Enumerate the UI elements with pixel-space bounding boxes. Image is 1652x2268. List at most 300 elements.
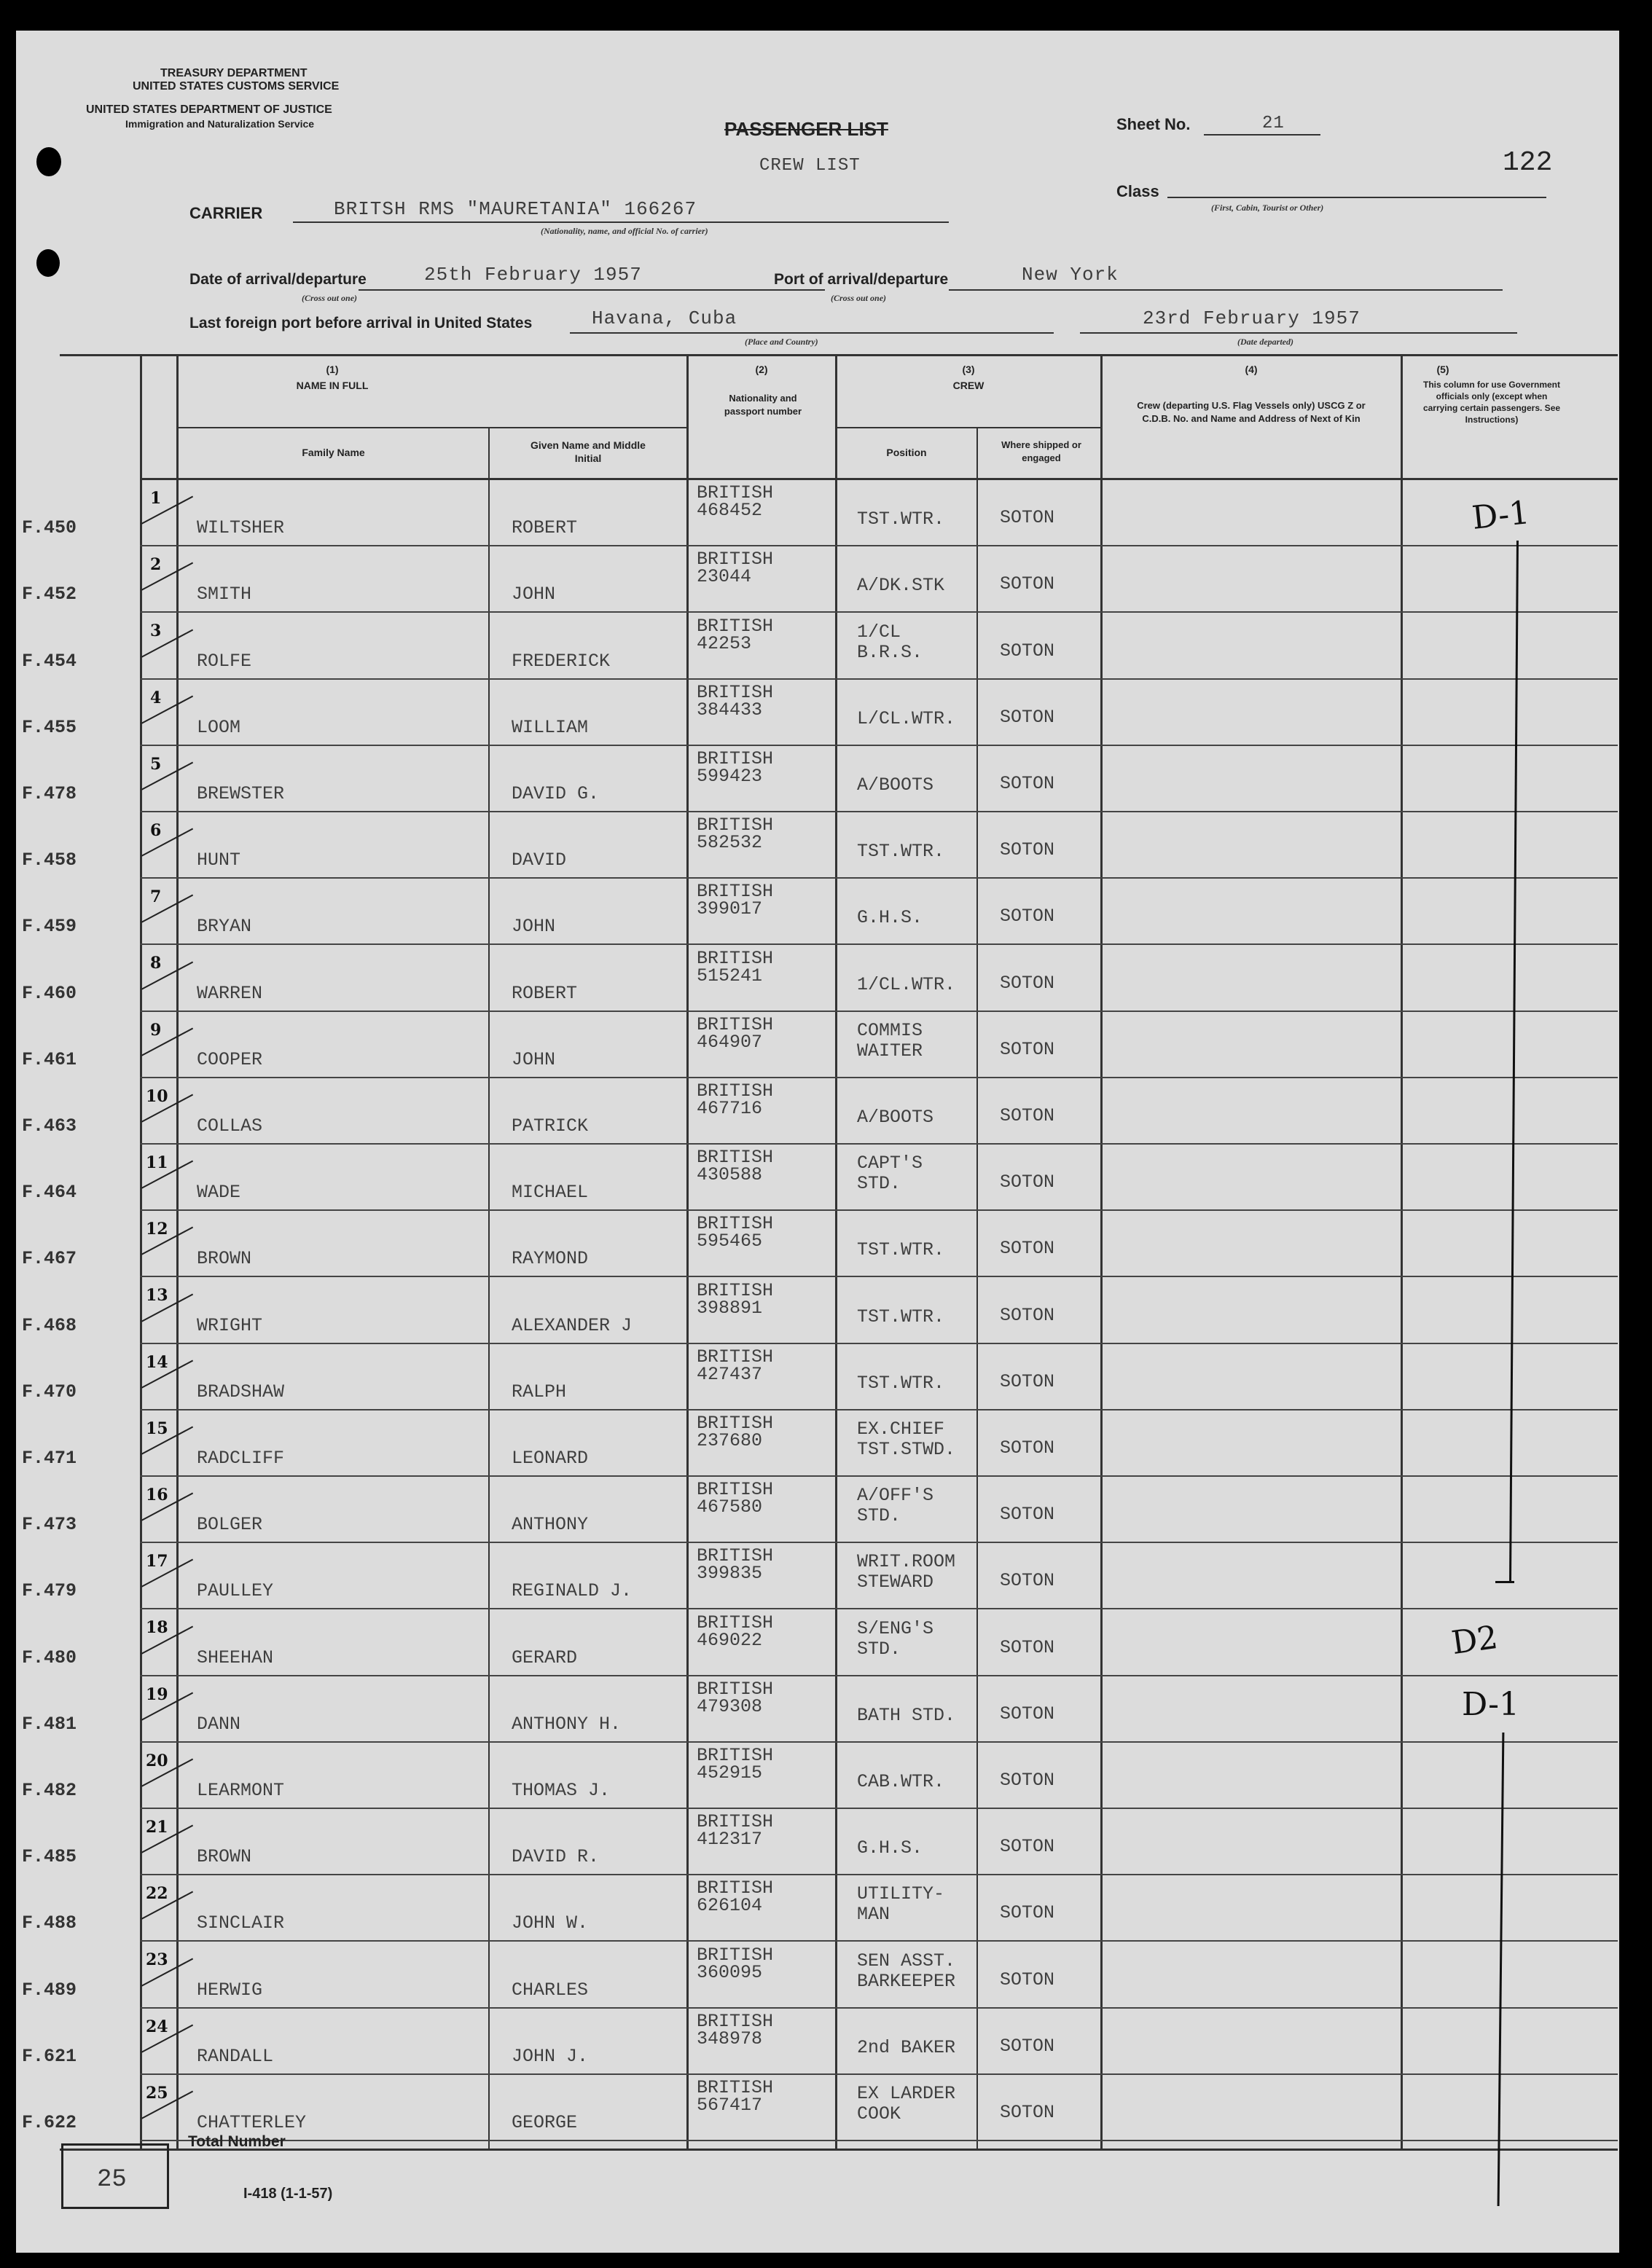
passport-number: 237680 [697, 1429, 763, 1451]
given-name: GEORGE [512, 2111, 578, 2133]
shipped-where: SOTON [1000, 1172, 1055, 1193]
row-file-code: F.464 [22, 1182, 77, 1204]
table-row [22, 1145, 1618, 1211]
agency-customs: UNITED STATES CUSTOMS SERVICE [133, 80, 340, 93]
passport-number: 468452 [697, 500, 763, 522]
row-number: 8 [150, 954, 162, 973]
row-number: 16 [146, 1486, 168, 1504]
row-number: 4 [150, 688, 162, 707]
check-tick [141, 562, 194, 591]
row-file-code: F.480 [22, 1647, 77, 1668]
position-line-2: B.R.S. [857, 641, 923, 663]
last-port-label: Last foreign port before arrival in United States [189, 315, 533, 331]
table-row [22, 2075, 1618, 2141]
family-name: ROLFE [197, 650, 252, 672]
arrival-date-underline [359, 289, 825, 291]
row-file-code: F.467 [22, 1248, 77, 1270]
crew-subheader-line [835, 427, 1100, 428]
shipped-where: SOTON [1000, 1238, 1055, 1260]
row-file-code: F.622 [22, 2111, 77, 2133]
form-title-crossed: PASSENGER LIST [724, 118, 888, 140]
position-line-1: CAB.WTR. [857, 1770, 945, 1792]
punch-hole-top [36, 147, 61, 176]
check-tick [141, 828, 194, 857]
given-name: ROBERT [512, 517, 578, 539]
given-name: ANTHONY H. [512, 1713, 622, 1735]
given-name: FREDERICK [512, 650, 611, 672]
position-line-2: STD. [857, 1505, 901, 1527]
agency-ins: Immigration and Naturalization Service [125, 118, 315, 130]
row-number: 24 [146, 2017, 168, 2036]
nationality: BRITISH [697, 1412, 774, 1434]
port-crossout-caption: (Cross out one) [831, 293, 887, 303]
row-number: 18 [146, 1618, 168, 1638]
row-file-code: F.468 [22, 1314, 77, 1336]
shipped-where: SOTON [1000, 706, 1055, 728]
carrier-value: BRITSH RMS "MAURETANIA" 166267 [334, 198, 697, 220]
sheet-underline [1204, 134, 1320, 136]
family-name: COOPER [197, 1048, 263, 1070]
row-number: 3 [150, 621, 162, 641]
table-row [22, 680, 1618, 746]
last-port-underline [570, 332, 1054, 334]
nationality: BRITISH [697, 681, 774, 703]
family-name: RANDALL [197, 2045, 274, 2067]
position-line-1: EX LARDER [857, 2082, 956, 2104]
nationality: BRITISH [697, 1811, 774, 1833]
passport-number: 360095 [697, 1961, 763, 1983]
col1-given-header: Given Name and Middle Initial [531, 439, 646, 464]
passport-number: 384433 [697, 699, 763, 721]
nationality: BRITISH [697, 1479, 774, 1501]
given-name: PATRICK [512, 1115, 589, 1137]
class-caption: (First, Cabin, Tourist or Other) [1211, 203, 1324, 213]
family-name: BROWN [197, 1248, 252, 1270]
punch-hole-bottom [36, 249, 60, 277]
family-name: COLLAS [197, 1115, 263, 1137]
table-row [22, 1676, 1618, 1743]
check-tick [141, 629, 194, 657]
nationality: BRITISH [697, 1213, 774, 1235]
table-row [22, 1012, 1618, 1078]
name-subheader-line [176, 427, 686, 428]
family-name: BOLGER [197, 1514, 263, 1536]
given-name: LEONARD [512, 1447, 589, 1469]
nationality: BRITISH [697, 1147, 774, 1169]
col2-title: Nationality and passport number [724, 393, 802, 417]
position-line-1: BATH STD. [857, 1704, 956, 1726]
table-row [22, 1277, 1618, 1343]
passport-number: 595465 [697, 1231, 763, 1252]
position-line-1: CAPT'S [857, 1153, 923, 1174]
row-file-code: F.478 [22, 782, 77, 804]
row-number: 9 [150, 1020, 162, 1040]
port-value: New York [1022, 264, 1119, 286]
position-line-1: G.H.S. [857, 1837, 923, 1859]
table-row [22, 879, 1618, 945]
col1-title: NAME IN FULL [296, 380, 369, 391]
passport-number: 599423 [697, 765, 763, 787]
position-line-2: STD. [857, 1173, 901, 1195]
position-line-2: WAITER [857, 1040, 923, 1062]
nationality: BRITISH [697, 482, 774, 504]
row-file-code: F.473 [22, 1514, 77, 1536]
nationality: BRITISH [697, 881, 774, 903]
shipped-where: SOTON [1000, 2101, 1055, 2123]
given-name: ALEXANDER J [512, 1314, 633, 1336]
arrival-date-label: Date of arrival/departure [189, 271, 367, 288]
passport-number: 467716 [697, 1097, 763, 1119]
given-name: JOHN [512, 916, 556, 938]
passport-number: 42253 [697, 632, 752, 654]
row-file-code: F.455 [22, 716, 77, 738]
position-line-1: 1/CL [857, 621, 901, 643]
table-row [22, 546, 1618, 613]
row-file-code: F.463 [22, 1115, 77, 1137]
row-number: 7 [150, 887, 162, 907]
given-name: WILLIAM [512, 716, 589, 738]
shipped-where: SOTON [1000, 573, 1055, 595]
passport-number: 412317 [697, 1829, 763, 1851]
position-line-2: COOK [857, 2103, 901, 2124]
row-number: 13 [146, 1286, 168, 1306]
passport-number: 626104 [697, 1895, 763, 1917]
family-name: PAULLEY [197, 1580, 274, 1602]
table-row [22, 1410, 1618, 1477]
row-number: 10 [146, 1086, 168, 1106]
family-name: WARREN [197, 982, 263, 1004]
shipped-where: SOTON [1000, 972, 1055, 994]
family-name: BREWSTER [197, 782, 285, 804]
position-line-1: S/ENG'S [857, 1617, 934, 1639]
passport-number: 399017 [697, 898, 763, 920]
family-name: WRIGHT [197, 1314, 263, 1336]
given-name: CHARLES [512, 1979, 589, 2001]
family-name: HUNT [197, 849, 241, 871]
row-number: 15 [146, 1419, 168, 1438]
shipped-where: SOTON [1000, 772, 1055, 794]
table-row [22, 1078, 1618, 1145]
col2-number: (2) [755, 364, 768, 375]
nationality: BRITISH [697, 1346, 774, 1368]
position-line-1: A/BOOTS [857, 774, 934, 796]
annotation-d1-top: D-1 [1470, 494, 1532, 537]
col3-where-header: Where shipped or engaged [1001, 439, 1081, 463]
row-number: 1 [150, 489, 162, 508]
last-port-caption: (Place and Country) [745, 337, 818, 347]
shipped-where: SOTON [1000, 507, 1055, 529]
position-line-1: TST.WTR. [857, 1372, 945, 1394]
position-line-2: TST.STWD. [857, 1438, 956, 1460]
table-top-border [60, 354, 1618, 356]
col1-family-header: Family Name [302, 447, 365, 458]
table-row [22, 1344, 1618, 1410]
given-name: JOHN [512, 1048, 556, 1070]
table-row [22, 1543, 1618, 1609]
row-number: 2 [150, 555, 162, 575]
shipped-where: SOTON [1000, 1038, 1055, 1060]
carrier-caption: (Nationality, name, and official No. of carrier) [541, 226, 708, 236]
table-row [22, 613, 1618, 679]
class-label: Class [1116, 182, 1159, 200]
passport-number: 464907 [697, 1031, 763, 1053]
shipped-where: SOTON [1000, 640, 1055, 662]
nationality: BRITISH [697, 1545, 774, 1567]
check-tick [141, 762, 194, 790]
col3-position-header: Position [886, 447, 927, 458]
given-name: THOMAS J. [512, 1779, 611, 1801]
nationality: BRITISH [697, 947, 774, 969]
nationality: BRITISH [697, 549, 774, 570]
family-name: RADCLIFF [197, 1447, 285, 1469]
crew-table [22, 354, 1618, 2151]
row-file-code: F.452 [22, 584, 77, 605]
page-number: 122 [1503, 147, 1553, 178]
position-line-1: G.H.S. [857, 907, 923, 929]
passport-number: 23044 [697, 566, 752, 588]
arrival-crossout-caption: (Cross out one) [302, 293, 358, 303]
family-name: BROWN [197, 1846, 252, 1868]
position-line-1: COMMIS [857, 1019, 923, 1041]
passport-number: 515241 [697, 965, 763, 986]
row-number: 19 [146, 1684, 168, 1704]
family-name: LOOM [197, 716, 241, 738]
position-line-1: TST.WTR. [857, 841, 945, 863]
row-number: 21 [146, 1818, 168, 1837]
row-file-code: F.485 [22, 1846, 77, 1868]
nationality: BRITISH [697, 1013, 774, 1035]
nationality: BRITISH [697, 1678, 774, 1700]
given-name: JOHN [512, 584, 556, 605]
col3-title: CREW [952, 380, 984, 391]
shipped-where: SOTON [1000, 1836, 1055, 1858]
sheet-number: 21 [1262, 114, 1285, 133]
check-tick [141, 496, 194, 525]
annotation-d2: D2 [1449, 1618, 1500, 1663]
passport-number: 348978 [697, 2028, 763, 2049]
row-file-code: F.479 [22, 1580, 77, 1602]
nationality: BRITISH [697, 2076, 774, 2098]
total-number-box [61, 2143, 169, 2209]
agency-treasury: TREASURY DEPARTMENT [160, 67, 308, 79]
shipped-where: SOTON [1000, 1370, 1055, 1392]
total-number-value: 25 [97, 2166, 127, 2194]
position-line-1: A/BOOTS [857, 1106, 934, 1128]
row-number: 22 [146, 1884, 168, 1904]
table-row [22, 1609, 1618, 1676]
shipped-where: SOTON [1000, 906, 1055, 927]
carrier-underline [293, 221, 949, 223]
annotation-bracket-1-end [1495, 1581, 1514, 1583]
row-file-code: F.489 [22, 1979, 77, 2001]
arrival-date-value: 25th February 1957 [424, 264, 642, 286]
nationality: BRITISH [697, 1944, 774, 1966]
family-name: DANN [197, 1713, 241, 1735]
position-line-2: MAN [857, 1904, 890, 1926]
family-name: BRADSHAW [197, 1381, 285, 1402]
nationality: BRITISH [697, 2010, 774, 2032]
shipped-where: SOTON [1000, 1969, 1055, 1990]
shipped-where: SOTON [1000, 1504, 1055, 1526]
given-name: ANTHONY [512, 1514, 589, 1536]
row-file-code: F.621 [22, 2045, 77, 2067]
passport-number: 467580 [697, 1496, 763, 1518]
family-name: SINCLAIR [197, 1912, 285, 1934]
given-name: REGINALD J. [512, 1580, 633, 1602]
nationality: BRITISH [697, 1744, 774, 1766]
row-number: 12 [146, 1220, 168, 1239]
agency-justice: UNITED STATES DEPARTMENT OF JUSTICE [86, 103, 332, 116]
form-title: CREW LIST [759, 156, 861, 176]
passport-number: 567417 [697, 2094, 763, 2116]
shipped-where: SOTON [1000, 2035, 1055, 2057]
nationality: BRITISH [697, 1877, 774, 1899]
passport-number: 398891 [697, 1297, 763, 1319]
given-name: JOHN J. [512, 2045, 589, 2067]
table-row [22, 746, 1618, 812]
crew-list-document [16, 31, 1619, 2253]
position-line-2: STD. [857, 1638, 901, 1660]
position-line-1: L/CL.WTR. [857, 707, 956, 729]
given-name: RALPH [512, 1381, 567, 1402]
position-line-1: TST.WTR. [857, 509, 945, 530]
col3-number: (3) [962, 364, 975, 375]
check-tick [141, 695, 194, 723]
port-underline [949, 289, 1503, 291]
given-name: JOHN W. [512, 1912, 589, 1934]
given-name: DAVID R. [512, 1846, 600, 1868]
position-line-1: UTILITY- [857, 1883, 945, 1905]
nationality: BRITISH [697, 1612, 774, 1633]
row-file-code: F.488 [22, 1912, 77, 1934]
row-number: 6 [150, 821, 162, 840]
shipped-where: SOTON [1000, 839, 1055, 861]
row-file-code: F.471 [22, 1447, 77, 1469]
col5-title: This column for use Government officials only (except when carrying certain passengers. See Instructions) [1422, 380, 1561, 425]
row-number: 23 [146, 1950, 168, 1970]
given-name: RAYMOND [512, 1248, 589, 1270]
port-label: Port of arrival/departure [774, 271, 949, 288]
col5-number: (5) [1436, 364, 1449, 375]
nationality: BRITISH [697, 815, 774, 836]
check-tick [141, 961, 194, 989]
form-number: I-418 (1-1-57) [243, 2186, 333, 2202]
family-name: BRYAN [197, 916, 252, 938]
row-number: 5 [150, 754, 162, 774]
shipped-where: SOTON [1000, 1437, 1055, 1459]
table-row [22, 1743, 1618, 1809]
position-line-1: A/DK.STK [857, 575, 945, 597]
row-separator [140, 2140, 1618, 2141]
position-line-2: BARKEEPER [857, 1970, 956, 1992]
nationality: BRITISH [697, 1080, 774, 1102]
position-line-1: A/OFF'S [857, 1485, 934, 1507]
row-number: 11 [146, 1153, 168, 1172]
table-bottom-border [60, 2149, 1618, 2151]
row-file-code: F.459 [22, 916, 77, 938]
position-line-1: TST.WTR. [857, 1239, 945, 1261]
date-departed-underline [1080, 332, 1517, 334]
shipped-where: SOTON [1000, 1104, 1055, 1126]
row-file-code: F.481 [22, 1713, 77, 1735]
passport-number: 479308 [697, 1695, 763, 1717]
passport-number: 582532 [697, 832, 763, 854]
row-file-code: F.454 [22, 650, 77, 672]
row-file-code: F.482 [22, 1779, 77, 1801]
shipped-where: SOTON [1000, 1636, 1055, 1658]
family-name: HERWIG [197, 1979, 263, 2001]
row-number: 25 [146, 2083, 168, 2103]
passport-number: 399835 [697, 1563, 763, 1585]
shipped-where: SOTON [1000, 1703, 1055, 1724]
position-line-1: TST.WTR. [857, 1306, 945, 1327]
row-file-code: F.450 [22, 517, 77, 539]
position-line-2: STEWARD [857, 1571, 934, 1593]
passport-number: 452915 [697, 1762, 763, 1784]
given-name: GERARD [512, 1647, 578, 1668]
check-tick [141, 895, 194, 923]
table-row [22, 1211, 1618, 1277]
col4-title: Crew (departing U.S. Flag Vessels only) USCG Z or C.D.B. No. and Name and Address of Next of Kin [1137, 400, 1366, 424]
table-row [22, 1875, 1618, 1942]
total-number-label: Total Number [188, 2133, 286, 2150]
table-row [22, 1477, 1618, 1543]
family-name: CHATTERLEY [197, 2111, 307, 2133]
given-name: MICHAEL [512, 1182, 589, 1204]
col1-number: (1) [326, 364, 339, 375]
row-file-code: F.470 [22, 1381, 77, 1402]
shipped-where: SOTON [1000, 1902, 1055, 1924]
passport-number: 469022 [697, 1629, 763, 1651]
passport-number: 427437 [697, 1363, 763, 1385]
table-row [22, 2009, 1618, 2075]
row-file-code: F.458 [22, 849, 77, 871]
carrier-label: CARRIER [189, 204, 263, 222]
shipped-where: SOTON [1000, 1304, 1055, 1326]
class-underline [1167, 197, 1546, 198]
col4-number: (4) [1245, 364, 1258, 375]
row-file-code: F.461 [22, 1048, 77, 1070]
given-name: DAVID G. [512, 782, 600, 804]
date-departed-value: 23rd February 1957 [1143, 307, 1361, 329]
family-name: LEARMONT [197, 1779, 285, 1801]
check-tick [141, 1027, 194, 1056]
position-line-1: WRIT.ROOM [857, 1551, 956, 1573]
shipped-where: SOTON [1000, 1769, 1055, 1791]
given-name: ROBERT [512, 982, 578, 1004]
family-name: WADE [197, 1182, 241, 1204]
family-name: WILTSHER [197, 517, 285, 539]
position-line-1: SEN ASST. [857, 1950, 956, 1971]
row-number: 20 [146, 1751, 168, 1770]
nationality: BRITISH [697, 615, 774, 637]
position-line-1: EX.CHIEF [857, 1418, 945, 1440]
table-row [22, 812, 1618, 879]
position-line-1: 1/CL.WTR. [857, 973, 956, 995]
last-port-value: Havana, Cuba [592, 307, 737, 329]
row-number: 14 [146, 1352, 168, 1372]
table-row [22, 1942, 1618, 2008]
passport-number: 430588 [697, 1164, 763, 1186]
nationality: BRITISH [697, 1279, 774, 1301]
sheet-label: Sheet No. [1116, 115, 1191, 133]
family-name: SHEEHAN [197, 1647, 274, 1668]
position-line-1: 2nd BAKER [857, 2036, 956, 2058]
row-number: 17 [146, 1552, 168, 1571]
annotation-d1-bottom: D-1 [1462, 1686, 1519, 1723]
table-row [22, 945, 1618, 1011]
given-name: DAVID [512, 849, 567, 871]
